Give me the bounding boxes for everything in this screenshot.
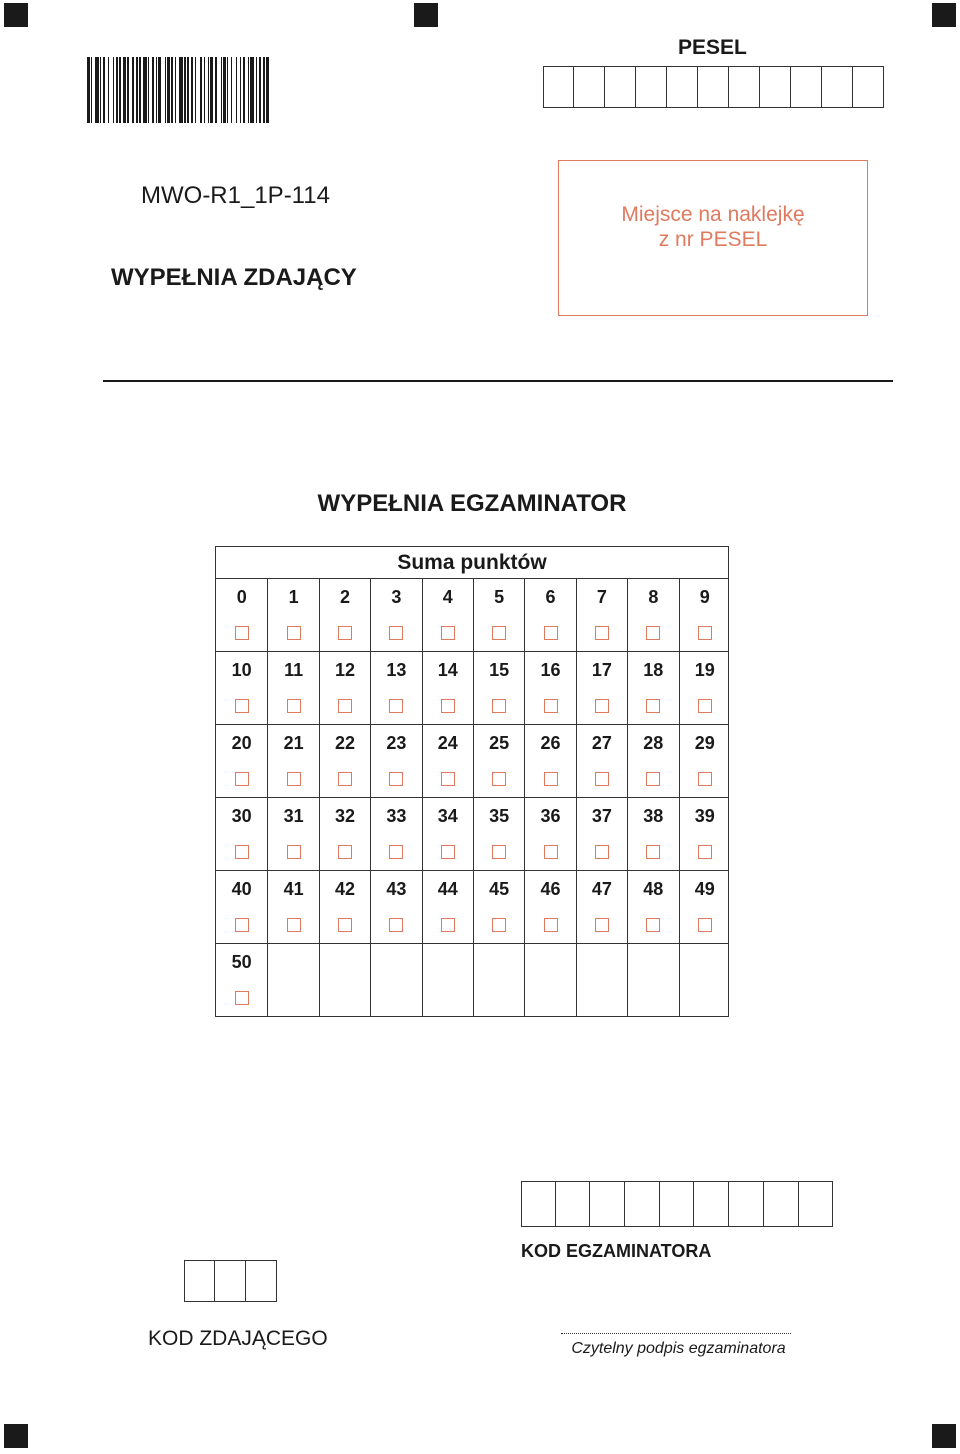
score-cell: 15 [473, 652, 524, 688]
score-checkbox[interactable] [389, 699, 403, 713]
score-cell: 50 [231, 951, 252, 972]
sticker-line-1: Miejsce na naklejkę [621, 203, 805, 226]
entry-box[interactable] [543, 66, 574, 108]
score-checkbox[interactable] [287, 626, 301, 640]
corner-marker-bottom-left [4, 1424, 28, 1448]
score-checkbox[interactable] [235, 699, 249, 713]
entry-box[interactable] [574, 66, 605, 108]
entry-box[interactable] [246, 1260, 277, 1302]
score-cell: 16 [524, 652, 575, 688]
score-cell: 36 [524, 798, 575, 834]
entry-box[interactable] [729, 66, 760, 108]
score-checkbox-cell[interactable] [473, 761, 524, 797]
score-cell: 14 [422, 652, 473, 688]
score-checkbox[interactable] [492, 772, 506, 786]
score-checkbox-cell[interactable] [422, 834, 473, 870]
entry-box[interactable] [636, 66, 667, 108]
exam-code: MWO-R1_1P-114 [141, 182, 330, 209]
score-checkbox[interactable] [646, 918, 660, 932]
score-checkbox-cell[interactable] [216, 761, 267, 797]
score-cell: 13 [370, 652, 421, 688]
score-cell [524, 944, 575, 980]
score-checkbox-cell[interactable] [679, 907, 730, 943]
score-checkbox[interactable] [389, 626, 403, 640]
score-cell: 39 [679, 798, 730, 834]
score-checkbox[interactable] [338, 626, 352, 640]
score-checkbox[interactable] [389, 845, 403, 859]
score-checkbox[interactable] [544, 699, 558, 713]
score-checkbox[interactable] [441, 626, 455, 640]
score-checkbox-cell[interactable] [216, 615, 267, 651]
score-cell: 11 [267, 652, 318, 688]
score-checkbox-cell[interactable] [267, 907, 318, 943]
score-checkbox[interactable] [646, 772, 660, 786]
score-checkbox-cell[interactable] [473, 834, 524, 870]
score-cell: 29 [679, 725, 730, 761]
score-cell [422, 944, 473, 980]
score-checkbox-cell[interactable] [267, 688, 318, 724]
score-checkbox[interactable] [492, 845, 506, 859]
score-checkbox-cell[interactable] [370, 834, 421, 870]
score-checkbox-cell [370, 980, 421, 1016]
score-cell: 35 [473, 798, 524, 834]
score-cell: 30 [231, 805, 252, 826]
score-cell: 9 [679, 579, 730, 615]
score-cell: 24 [422, 725, 473, 761]
score-cell [319, 944, 370, 980]
entry-box[interactable] [760, 66, 791, 108]
entry-box[interactable] [799, 1181, 834, 1227]
score-checkbox[interactable] [595, 699, 609, 713]
section-divider [103, 380, 893, 382]
entry-box[interactable] [729, 1181, 764, 1227]
score-checkbox-cell[interactable] [216, 907, 267, 943]
score-cell: 32 [319, 798, 370, 834]
score-cell: 23 [370, 725, 421, 761]
score-cell [473, 944, 524, 980]
corner-marker-bottom-right [932, 1424, 956, 1448]
score-number-row [216, 579, 728, 615]
score-checkbox-cell[interactable] [627, 688, 678, 724]
score-checkbox-cell[interactable] [422, 615, 473, 651]
student-code-boxes[interactable] [184, 1260, 277, 1302]
entry-box[interactable] [590, 1181, 625, 1227]
score-checkbox[interactable] [544, 918, 558, 932]
score-checkbox[interactable] [338, 772, 352, 786]
score-checkbox[interactable] [389, 772, 403, 786]
score-checkbox[interactable] [595, 845, 609, 859]
score-cell: 33 [370, 798, 421, 834]
pesel-sticker-area [558, 160, 868, 316]
score-cell: 34 [422, 798, 473, 834]
score-checkbox-cell[interactable] [422, 688, 473, 724]
score-checkbox-cell [267, 980, 318, 1016]
score-checkbox-cell[interactable] [319, 615, 370, 651]
score-checkbox[interactable] [492, 918, 506, 932]
score-checkbox[interactable] [235, 626, 249, 640]
score-checkbox-row [216, 834, 728, 870]
score-cell: 1 [267, 579, 318, 615]
score-checkbox[interactable] [235, 918, 249, 932]
score-checkbox[interactable] [698, 699, 712, 713]
entry-box[interactable] [605, 66, 636, 108]
score-checkbox[interactable] [698, 845, 712, 859]
score-number-row [216, 870, 728, 907]
filled-by-student-heading: WYPEŁNIA ZDAJĄCY [111, 264, 357, 291]
score-cell: 12 [319, 652, 370, 688]
entry-box[interactable] [521, 1181, 556, 1227]
score-checkbox[interactable] [492, 699, 506, 713]
score-checkbox-cell[interactable] [576, 907, 627, 943]
score-cell: 47 [576, 871, 627, 907]
score-cell: 42 [319, 871, 370, 907]
score-cell: 10 [231, 659, 252, 680]
score-checkbox-cell[interactable] [473, 688, 524, 724]
score-checkbox-cell [422, 980, 473, 1016]
score-checkbox-cell[interactable] [422, 907, 473, 943]
score-checkbox[interactable] [698, 918, 712, 932]
score-checkbox-cell[interactable] [216, 980, 267, 1016]
score-checkbox[interactable] [595, 918, 609, 932]
entry-box[interactable] [694, 1181, 729, 1227]
score-checkbox-cell [576, 980, 627, 1016]
entry-box[interactable] [556, 1181, 591, 1227]
score-cell: 44 [422, 871, 473, 907]
signature-line [561, 1333, 791, 1334]
score-cell: 20 [231, 732, 252, 753]
score-cell: 3 [370, 579, 421, 615]
corner-marker-top-left [4, 3, 28, 27]
score-checkbox-cell[interactable] [370, 615, 421, 651]
score-cell: 25 [473, 725, 524, 761]
score-cell: 27 [576, 725, 627, 761]
score-cell: 28 [627, 725, 678, 761]
score-checkbox-cell[interactable] [473, 615, 524, 651]
pesel-label: PESEL [678, 36, 747, 59]
examiner-code-boxes[interactable] [521, 1181, 833, 1227]
score-checkbox-cell[interactable] [267, 761, 318, 797]
score-checkbox-cell[interactable] [319, 761, 370, 797]
score-checkbox-cell[interactable] [216, 688, 267, 724]
score-checkbox[interactable] [389, 918, 403, 932]
score-checkbox-cell[interactable] [267, 834, 318, 870]
score-grid [215, 546, 729, 1017]
score-checkbox-cell[interactable] [524, 907, 575, 943]
score-checkbox-cell [627, 980, 678, 1016]
score-checkbox-cell[interactable] [576, 615, 627, 651]
score-checkbox[interactable] [646, 699, 660, 713]
entry-box[interactable] [853, 66, 884, 108]
entry-box[interactable] [791, 66, 822, 108]
score-checkbox[interactable] [544, 772, 558, 786]
score-cell: 48 [627, 871, 678, 907]
filled-by-examiner-heading: WYPEŁNIA EGZAMINATOR [317, 490, 627, 517]
score-checkbox-cell[interactable] [370, 907, 421, 943]
score-checkbox[interactable] [338, 699, 352, 713]
score-checkbox-row [216, 980, 728, 1016]
score-cell: 37 [576, 798, 627, 834]
score-checkbox-cell[interactable] [524, 615, 575, 651]
score-checkbox-cell [473, 980, 524, 1016]
score-cell: 17 [576, 652, 627, 688]
score-checkbox[interactable] [595, 772, 609, 786]
score-checkbox[interactable] [698, 772, 712, 786]
score-cell: 49 [679, 871, 730, 907]
sticker-line-2: z nr PESEL [658, 228, 768, 251]
score-checkbox-cell[interactable] [627, 761, 678, 797]
score-cell [370, 944, 421, 980]
score-checkbox-cell [679, 980, 730, 1016]
score-checkbox-cell[interactable] [576, 761, 627, 797]
score-cell: 19 [679, 652, 730, 688]
score-checkbox-cell[interactable] [319, 907, 370, 943]
score-cell [267, 944, 318, 980]
score-cell [679, 944, 730, 980]
score-cell: 21 [267, 725, 318, 761]
entry-box[interactable] [764, 1181, 799, 1227]
entry-box[interactable] [660, 1181, 695, 1227]
score-checkbox-row [216, 907, 728, 943]
score-checkbox[interactable] [287, 699, 301, 713]
barcode-bar [269, 57, 273, 123]
score-checkbox-row [216, 688, 728, 724]
score-checkbox[interactable] [441, 918, 455, 932]
score-checkbox-cell[interactable] [627, 834, 678, 870]
score-checkbox[interactable] [235, 845, 249, 859]
signature-label: Czytelny podpis egzaminatora [571, 1340, 786, 1357]
score-cell: 46 [524, 871, 575, 907]
score-checkbox[interactable] [544, 626, 558, 640]
score-checkbox-cell[interactable] [576, 834, 627, 870]
score-checkbox[interactable] [441, 845, 455, 859]
score-checkbox-cell[interactable] [267, 615, 318, 651]
score-cell: 18 [627, 652, 678, 688]
score-checkbox-cell[interactable] [370, 761, 421, 797]
score-checkbox[interactable] [698, 626, 712, 640]
score-checkbox-cell[interactable] [524, 761, 575, 797]
score-checkbox-row [216, 761, 728, 797]
examiner-code-label: KOD EGZAMINATORA [521, 1241, 712, 1261]
score-checkbox-cell[interactable] [216, 834, 267, 870]
entry-box[interactable] [667, 66, 698, 108]
score-checkbox[interactable] [441, 772, 455, 786]
score-cell: 8 [627, 579, 678, 615]
score-checkbox[interactable] [287, 918, 301, 932]
entry-box[interactable] [215, 1260, 246, 1302]
score-checkbox-cell[interactable] [679, 615, 730, 651]
score-cell: 6 [524, 579, 575, 615]
pesel-boxes[interactable] [543, 66, 884, 108]
score-checkbox[interactable] [595, 626, 609, 640]
score-number-row [216, 943, 728, 980]
entry-box[interactable] [625, 1181, 660, 1227]
score-checkbox-cell[interactable] [319, 834, 370, 870]
score-cell: 26 [524, 725, 575, 761]
score-checkbox[interactable] [287, 772, 301, 786]
score-checkbox-cell[interactable] [679, 761, 730, 797]
student-code-label: KOD ZDAJĄCEGO [148, 1327, 328, 1350]
score-cell: 0 [236, 586, 247, 607]
score-cell: 4 [422, 579, 473, 615]
score-checkbox-cell[interactable] [370, 688, 421, 724]
score-cell: 31 [267, 798, 318, 834]
entry-box[interactable] [184, 1260, 215, 1302]
score-checkbox-cell[interactable] [627, 615, 678, 651]
score-checkbox[interactable] [646, 845, 660, 859]
score-grid-body [216, 579, 728, 1016]
score-checkbox-row [216, 615, 728, 651]
score-checkbox[interactable] [338, 845, 352, 859]
score-cell [576, 944, 627, 980]
score-cell: 7 [576, 579, 627, 615]
sum-of-points-label: Suma punktów [216, 547, 728, 579]
score-checkbox-cell[interactable] [473, 907, 524, 943]
score-checkbox-cell[interactable] [319, 688, 370, 724]
score-cell: 43 [370, 871, 421, 907]
score-checkbox[interactable] [235, 772, 249, 786]
score-checkbox-cell[interactable] [627, 907, 678, 943]
score-number-row [216, 724, 728, 761]
score-checkbox[interactable] [492, 626, 506, 640]
score-checkbox[interactable] [544, 845, 558, 859]
score-cell: 40 [231, 878, 252, 899]
corner-marker-top-center [414, 3, 438, 27]
score-number-row [216, 797, 728, 834]
score-cell [627, 944, 678, 980]
score-checkbox-cell[interactable] [524, 688, 575, 724]
score-checkbox-cell[interactable] [422, 761, 473, 797]
score-checkbox[interactable] [287, 845, 301, 859]
score-checkbox-cell[interactable] [679, 834, 730, 870]
score-checkbox-cell[interactable] [524, 834, 575, 870]
score-number-row [216, 651, 728, 688]
score-checkbox[interactable] [338, 918, 352, 932]
score-checkbox[interactable] [441, 699, 455, 713]
score-cell: 45 [473, 871, 524, 907]
score-checkbox[interactable] [646, 626, 660, 640]
entry-box[interactable] [822, 66, 853, 108]
score-checkbox-cell [524, 980, 575, 1016]
entry-box[interactable] [698, 66, 729, 108]
score-checkbox-cell[interactable] [576, 688, 627, 724]
corner-marker-top-right [932, 3, 956, 27]
score-checkbox-cell[interactable] [679, 688, 730, 724]
score-checkbox[interactable] [235, 991, 249, 1005]
barcode [87, 57, 397, 123]
score-cell: 5 [473, 579, 524, 615]
score-cell: 38 [627, 798, 678, 834]
score-checkbox-cell [319, 980, 370, 1016]
score-cell: 22 [319, 725, 370, 761]
score-cell: 41 [267, 871, 318, 907]
score-cell: 2 [319, 579, 370, 615]
